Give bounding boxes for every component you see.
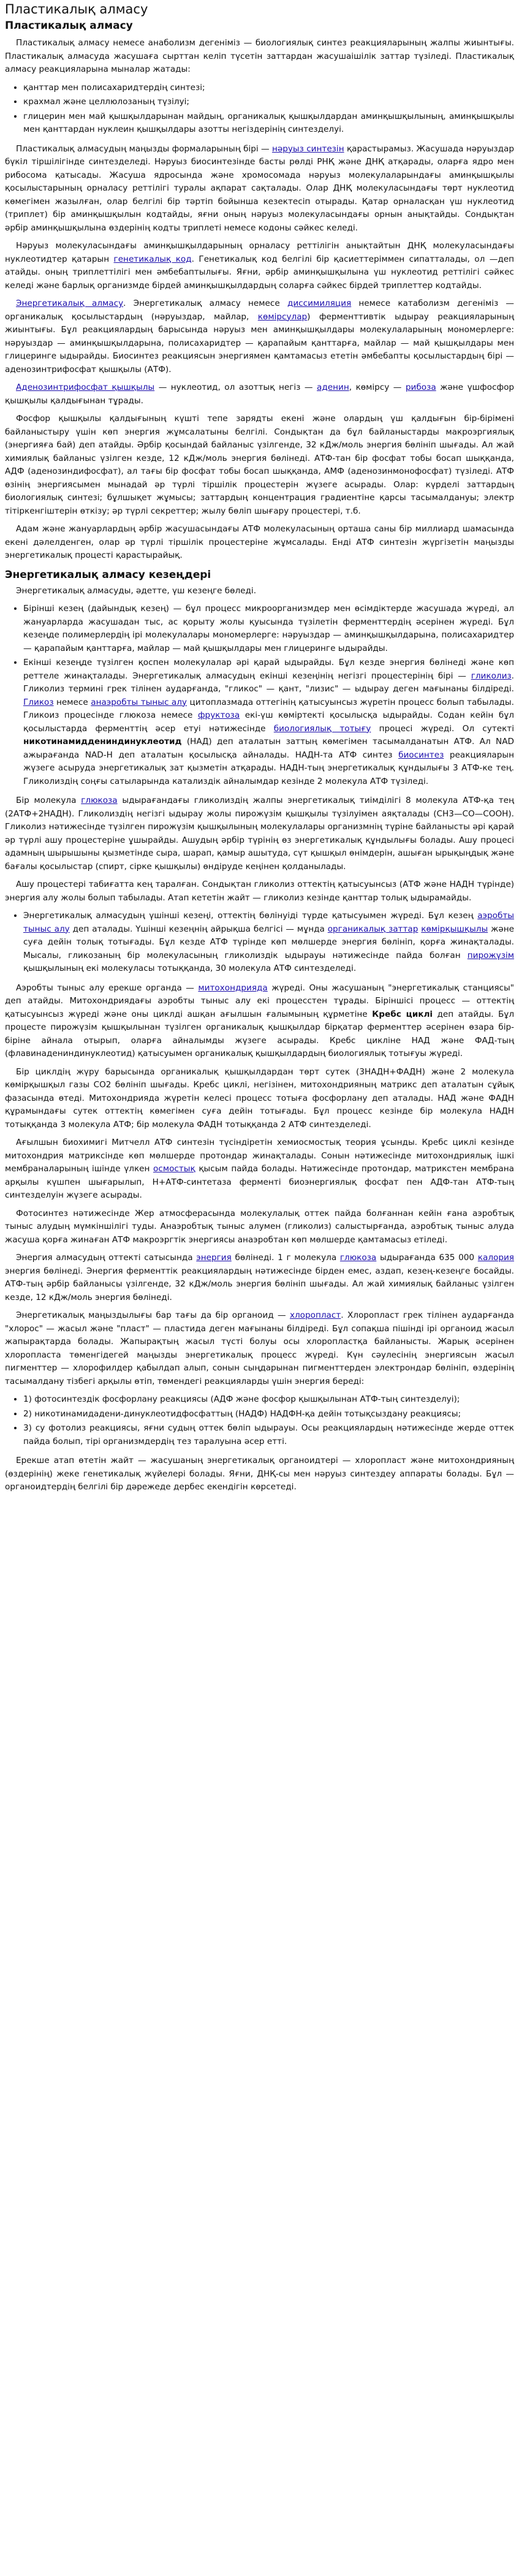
link-genetic-code[interactable]: генетикалық код [113,254,192,264]
text-span: энергия бөлінеді. Энергия ферменттік реакциялардың нәтижесінде бірден емес, аздап, кезең-кезеңге босайды. АТФ-тың әрбір байланысы үзілгенде, 32 кДж/моль энергия бөлініп шығады. Ал жай химиялық байланыс үзілген кезде, 12 кДж/моль энергия бөлінеді. [5,1266,514,1302]
article [0,1,519,1505]
text-span: цитоплазмада оттегінің қатысуынсыз жүретін процесс болып табылады. Гликоиз процесінде глюкоза немесе [23,697,514,720]
link-glucose-2[interactable]: глюкоза [339,1253,377,1263]
link-aerobic-respiration[interactable]: аэробты тыныс алу [23,911,514,934]
text-span: қысым пайда болады. Нәтижесінде протондар, матрикстен мембрана арқылы күшпен шығарылып, Н+АТФ-синтетаза ферменті биоэнергиялық фосфат пен АДФ-тан АТФ-тың синтезделуін жүзеге асырады. [5,1164,514,1200]
paragraph-intro: Пластикалық алмасу немесе анаболизм дегеніміз — биологиялық синтез реакцияларының жалпы жиынтығы. Пластикалық алмасуда жасушаға сырттан келіп түсетін заттардан жасушаішілік заттар түзіледі. Пластикалық алмасу реакцияларына мыналар жатады: [5,38,514,74]
text-span: , көмірсу — [349,382,402,392]
link-energy-exchange[interactable]: Энергетикалық алмасу [16,298,124,308]
stages-list [5,602,514,788]
link-chloroplast[interactable]: хлоропласт [289,1310,341,1320]
paragraph-protein-synthesis [5,143,514,235]
list-item-stage-2 [23,656,514,788]
bold-term-nad: никотинамиддениндинуклеотид [23,737,182,747]
plastic-exchange-list [5,82,514,137]
list-item: • 2) никотинамидадени-динуклеотидфосфаттың (НАДФ) НАДФН-қа дейін тотықсыздану реакциясы; [23,1408,514,1421]
paragraph-phosphate: Фосфор қышқылы қалдығының күшті тепе зарядты екені және олардың үш қалдығын бір-бірімені байланыстыру үшін көп энергия жұмсалатыны белгілі. Сондықтан да бұл байланыстарды макроэргиялық (энергияға бай) деп атайды. Әрбір қосындай байланыс үзілгенде, 32 кДж/моль энергия бөлініп шығады. Ал жай химиялық байланыс үзілген кезде, 12 кДж/моль энергия бөлінеді. АТФ-тан бір фосфат тобы босап шыққанда, АДФ (аденозиндифосфат), ал тағы бір фосфат тобы босап шыққанда, АМФ (аденозинмонофосфат) түзіледі. АТФ өзінің энергиясымен мынадай әр түрлі тіршілік процестерін жүзеге асырады. Олар: күрделі заттардың биологиялық синтезі; бұлшықет жұмысы; заттардың концентрация градиентіне қарсы тасымалдануы; электр тітіркенгіштерін өткізу; әр түрлі секреттер; жылу бөліп шығару процестері, т.б. [5,414,514,516]
list-item: • 3) су фотолиз реакциясы, яғни судың оттек бөліп ыдырауы. Осы реакциялардың нәтижесінде жерде оттек пайда болып, тірі организмдердің тез таралуына әсер етті. [23,1422,514,1448]
link-carbohydrates[interactable]: көмірсулар [257,311,308,322]
text-span: және суға дейін толық тотығады. Бұл кезде АТФ түрінде көп мөлшерде энергия бөлініп, қорға жинақталады. Мысалы, гликозаның бір молекуласының гликолиздік ыдырауы нәтижесінде пайда болған [23,924,514,960]
paragraph-energy-release [5,1252,514,1304]
text-span: Аэробты тыныс алу ерекше органда — [16,982,194,993]
list-item: • глицерин мен май қышқылдарынан майдың, органикалық қышқылдардан аминқышқылының, аминқышқылы мен қанттардан нуклеин қышқылдары азотты негіздерінің синтезделуі. [23,110,514,137]
text-span: процесі жүреді. Ол сутекті [379,723,514,734]
bold-term-krebs-cycle: Кребс циклі [372,1009,433,1019]
paragraph-mitochondria [5,982,514,1061]
paragraph-photosynthesis: Фотосинтез нәтижесінде Жер атмосферасында молекулалық оттек пайда болғаннан кейін ғана аэробтық тыныс алудың мүмкіншілігі туды. Анаэробтық тыныс алумен (гликолиз) салыстырғанда, аэробтық тыныс алуда жасуша қорға жинаған АТФ макроэргтік энергиясы анаэробтан көп мөлшерде қамтамасыз етіледі. [5,1208,514,1245]
stage-3-list [5,910,514,976]
list-item: • 1) фотосинтездік фосфорлану реакциясы (АДФ және фосфор қышқылынан АТФ-тың синтезделуі); [23,1393,514,1407]
link-dissimilation[interactable]: диссимиляция [287,298,352,308]
paragraph-fermentation: Ашу процестері табиғатта кең таралған. Сондықтан гликолиз оттектің қатысуынсыз (АТФ және НАДН түрінде) энергия алу жолы болып табылады. Атап кететін жайт — гликолиз кезінде қанттар толық ыдырамайды. [5,880,514,903]
text-span: немесе катаболизм дегеніміз — органикалық қосылыстардың (нәруыздар, майлар, [5,298,515,322]
text-span: . Энергетикалық алмасу немесе [123,298,280,308]
text-span: ) ферменттивтік ыдырау реакцияларының жиынтығы. Бұл реакциялардың барысында нәруыз мен аминқышқылдары молекулаларының мономерлерге: нәруыздар — аминқышқылдарына, полисахаридтер — қарапайым қанттарға, майлар — май қышқылдары мен глицеринге ыдырайды. Биосинтез реакциясын энергиямен қамтамасыз ететін әмбебапты қосылыстардың бірі — аденозинтрифосфат қышқылы (АТФ). [5,311,515,374]
paragraph-three-stages: Энергетикалық алмасуды, әдетте, үш кезеңге бөледі. [16,585,257,596]
text-span: . Генетикалық код белгілі бір қасиеттеріммен сипатталады, ол —деп атайды. оның триплеттілігі мен әмбебаптылығы. Яғни, әрбір аминқышқылына үш нуклеотид реттілігі сәйкес келеді және барлық организмде бірдей аминқышқылдардың соларға сәйкес бірдей триплеттер кодтайды. [5,254,514,291]
text-span: немесе [56,697,88,707]
text-span: және үшфосфор қышқылы қалдығынан тұрады. [5,382,515,406]
text-span: қышқылының екі молекуласы тотыққанда, 30 молекула АТФ синтезделеді. [23,963,357,973]
link-glucose[interactable]: глюкоза [81,796,118,805]
section-title-energy-stages: Энергетикалық алмасу кезеңдері [5,568,211,581]
link-pyruvate[interactable]: пирожүзім [467,950,514,960]
link-atp[interactable]: Аденозинтрифосфат қышқылы [16,382,155,392]
text-span: қарастырамыз. Жасушада нәруыздар бүкіл тіршілігінде синтезделеді. Нәруыз биосинтезінде басты рөлді РНҚ және ДНҚ атқарады, оларға ядро мен рибосома қатысады. Жасуша ядросында және хромосомада нәруыз молекулаларындағы аминқышқылы қосылыстарының орналасу реттілігі туралы ақпарат сақталады. Олар ДНҚ молекуласындағы төрт нуклеотид көмегімен жазылған, олар белгілі бір тәртіп бойынша кезектесіп отырады. Қатар орналасқан үш нуклеотид (триплет) бір аминқышқылын кодтайды, яғни оның нәруыз молекуласындағы орнын анықтайды. Сондықтан әрбір аминқышқылына өздерінің кодты триплеті немесе кодоны сәйкес келеді. [5,143,515,233]
text-span: жүреді. Оны жасушаның "энергетикалық станциясы" деп атайды. Митохондриядағы аэробты тыныс алу екі процесстен тұрады. Біріншісі процесс — оттектің қатысуынсыз жүреді және оны циклді ашқан ағылшын ғалымының құрметіне [5,982,515,1019]
list-item: • қанттар мен полисахаридтердің синтезі; [23,82,514,95]
link-fructose[interactable]: фруктоза [197,710,240,720]
link-calorie[interactable]: калория [477,1253,514,1263]
link-biosynthesis[interactable]: биосинтез [398,750,444,760]
paragraph-atp-count: Адам және жануарлардың әрбір жасушасындағы АТФ молекуласының орташа саны бір миллиард шамасында екені дәлелденген, олар әр түрлі тіршілік процестеріне жұмсалады. Енді АТФ синтезін жүргізетін маңызды энергетикалық процесті қарастырайық. [5,524,514,560]
paragraph-glucose [5,794,514,873]
text-span: Нәруыз молекуласындағы аминқышқылдарының орналасу реттілігін анықтайтын ДНҚ молекуласындағы нуклеотидтер қатарын [5,241,514,264]
text-span: Пластикалық алмасудың маңызды формаларының бірі — [16,143,270,154]
text-span: Бір молекула [16,796,77,805]
text-span: (НАД) деп аталатын заттың көмегімен тасымалданатын АТФ. Ал NAD ажырағанда NAD-Н деп аталатын қосылысқа айналады. НАДН-та АТФ синтез [23,737,514,760]
link-energy[interactable]: энергия [196,1253,232,1263]
paragraph-genetic-code [5,240,514,292]
link-organic-substances[interactable]: органикалық заттар [327,924,419,934]
text-span: Энергия алмасудың оттекті сатысында [16,1253,193,1263]
list-item-stage-3 [23,910,514,976]
paragraph-krebs-cycle: Бір циклдің жүру барысында органикалық қышқылдардан төрт сутек (3НАДН+ФАДН) және 2 молекула көмірқышқыл газы СО2 бөлініп шығады. Кребс циклі, негізінен, митохондрияның матрикс деп аталатын сұйық фазасында өтеді. Митохондрияда жүретін келесі процесс тотыға фосфорлану деп аталады. НАД және ФАДН құрамындағы сутек оттектің көмегімен суға дейін тотығады. Бұл процесс кезінде бір молекула НАДН тотыққанда 3 молекула АТФ; бір молекула ФАДН тотыққанда 2 АТФ синтезделеді. [5,1066,514,1130]
text-span: — нуклеотид, ол азоттық негіз — [158,382,313,392]
link-anaerobic-respiration[interactable]: анаэробты тыныс алу [91,697,187,707]
text-span: ыдырағанда 635 000 [379,1253,475,1263]
link-ribose[interactable]: рибоза [405,382,436,392]
link-carbonic-acid[interactable]: көмірқышқылы [421,924,488,934]
link-mitochondria[interactable]: митохондрияда [198,982,268,993]
text-span: ыдырағандағы гликолиздің жалпы энергетикалық тиімділігі 8 молекула АТФ-қа тең (2АТФ+2НАДН). Гликолиздің негізгі ыдырау жолы пирожүзім қышқылы түзілуімен аяқталады (СН3—СО—СООН). Гликолиз нәтижесінде түзілген пирожүзім қышқылының молекулалары организмнің түріне байланысты әрі қарай әр түрлі ашу процестеріне ұшырайды. Ашудың әрбір түрінің өз энергетикалық құндылығы болады. Ашу процесі адамның шырышыны қызметінде сыра, шарап, қамыр ашытуда, сүт қышқыл өнімдерін, ашыған ырықыңдық және бағалы қосылыстар (спирт, сірке қышқылы) өндіруде кеңінен қолданылады. [5,796,514,872]
paragraph-chloroplast [5,1309,514,1388]
link-glycosis[interactable]: Гликоз [23,697,54,707]
link-osmotic[interactable]: осмостық [153,1164,195,1174]
text-span: Энергетикалық алмасудың үшінші кезеңі, оттектің бөлінуіді түрде қатысуымен жүреді. Бұл кезең [23,911,474,921]
link-biological-oxidation[interactable]: биологиялық тотығу [273,723,371,734]
link-adenine[interactable]: аденин [317,382,349,392]
text-span: реакцияларын жүзеге асыруда энергетикалық зат қызметін атқарады. НАДН-тың энергетикалық құндылығы 3 АТФ-ке тең. Гликолиздің соңғы сатыларында катализдік айналымдар кезінде 2 молекула АТФ түзіледі. [23,750,514,786]
text-span: Екінші кезеңде түзілген қоспен молекулалар әрі қарай ыдырайды. Бұл кезде энергия бөлінеді және көп реттеле жинақталады. Энергетикалық алмасудың екінші кезеңінің негізгі процестерінің бірі — [23,658,514,681]
page-title: Пластикалық алмасу [5,2,148,17]
text-span: . Хлоропласт грек тілінен аударғанда "хлорос" — жасыл және "пласт" — пластида деген мағынаны білдіреді. Бұл сопақша пішінді ірі органоид жасыл жапырақтарда болады. Жапырақтың жасыл түсті болуы осы хлоропластқа байланысты. Жарық әсерінен хлоропласта төменгідегей маңызды энергетикалық процесс жүреді. Күн сәулесінің энергиясын жасыл пигменттер — хлорофилдер қабылдап алып, сонын сыңдарынан пигменттерден электрондар бөлініп, өздерінің тасымалдану тізбегі арқылы өтіп, төмендегі реакцияларды үшін энергия береді: [5,1310,514,1386]
article-subtitle: Пластикалық алмасу [5,20,133,32]
paragraph-chemiosmotic [5,1136,514,1203]
text-span: деп аталады. Үшінші кезеңнің айрықша белгісі — мұнда [72,924,325,934]
list-item-stage-1: • Бірінші кезең (дайындық кезең) — бұл процесс микроорганизмдер мен өсімдіктерде жасушада жүреді, ал жануарларда жасушадан тыс, ас қорыту жолы қуысында түзілетін ферменттердің әсерінен жүреді. Бұл кезеңде полимерлердің ірі молекулалары мономерлерге: нәруыздар — аминқышқылдарына, полисахаридтер — қарапайым қанттарға, майлар — май қышқылдары мен глицеринге ыдырайды. [23,602,514,655]
text-span: . Гликолиз термині грек тілінен аударғанда, "гликос" — қант, "лизис" — ыдырау деген мағынаны білдіреді. [23,671,514,694]
text-span: екі-үш көміртекті қосылысқа ыдырайды. Содан кейін бұл қосылыстарда ферменттің әсер етуі нәтижесінде [23,710,514,734]
paragraph-atp [5,381,514,408]
paragraph-energy-exchange [5,297,514,376]
text-span: Энергетикалық маңыздылығы бар тағы да бір органоид — [16,1310,286,1320]
photo-reactions-list [5,1393,514,1448]
text-span: деп атайды. Бұл процесте пирожүзім қышқылынан түзілген органикалық қышқылдар бірқатар ферменттер әсерінен өзара бір-біріне айнала отырып, оларға айналымды жүзеге асырады. Кребс цикліне НАД және ФАД-тың (флавинадениндинуклеотид) қатысуымен органикалық қышқылдардың биологиялық тотығуы жүреді. [5,1009,515,1058]
text-span: бөлінеді. 1 г молекула [235,1253,337,1263]
text-span: Ағылшын биохимигі Митчелл АТФ синтезін түсіндіретін хемиосмостық теория ұсынды. Кребс циклі кезінде митохондрия матриксінде көп мөлшерде протондар жинақталады. Сонын нәтижесінде митохондриялық ішкі мембраналарының ішінде үлкен [5,1138,514,1174]
link-glycolysis[interactable]: гликолиз [471,671,512,681]
paragraph-conclusion: Ерекше атап өтетін жайт — жасушаның энергетикалық органоидтері — хлоропласт және митохондрияның (өздерінің) жеке генетикалық жүйелері болады. Яғни, ДНҚ-сы мен нәруыз синтездеу аппараты болады. Бұл — органоидтердің белгілі бір дәрежеде дербес екендігін көрсетеді. [5,1456,514,1492]
list-item: • крахмал және целлюлозаның түзілуі; [23,96,514,109]
link-protein-synthesis[interactable]: нәруыз синтезін [271,143,344,154]
